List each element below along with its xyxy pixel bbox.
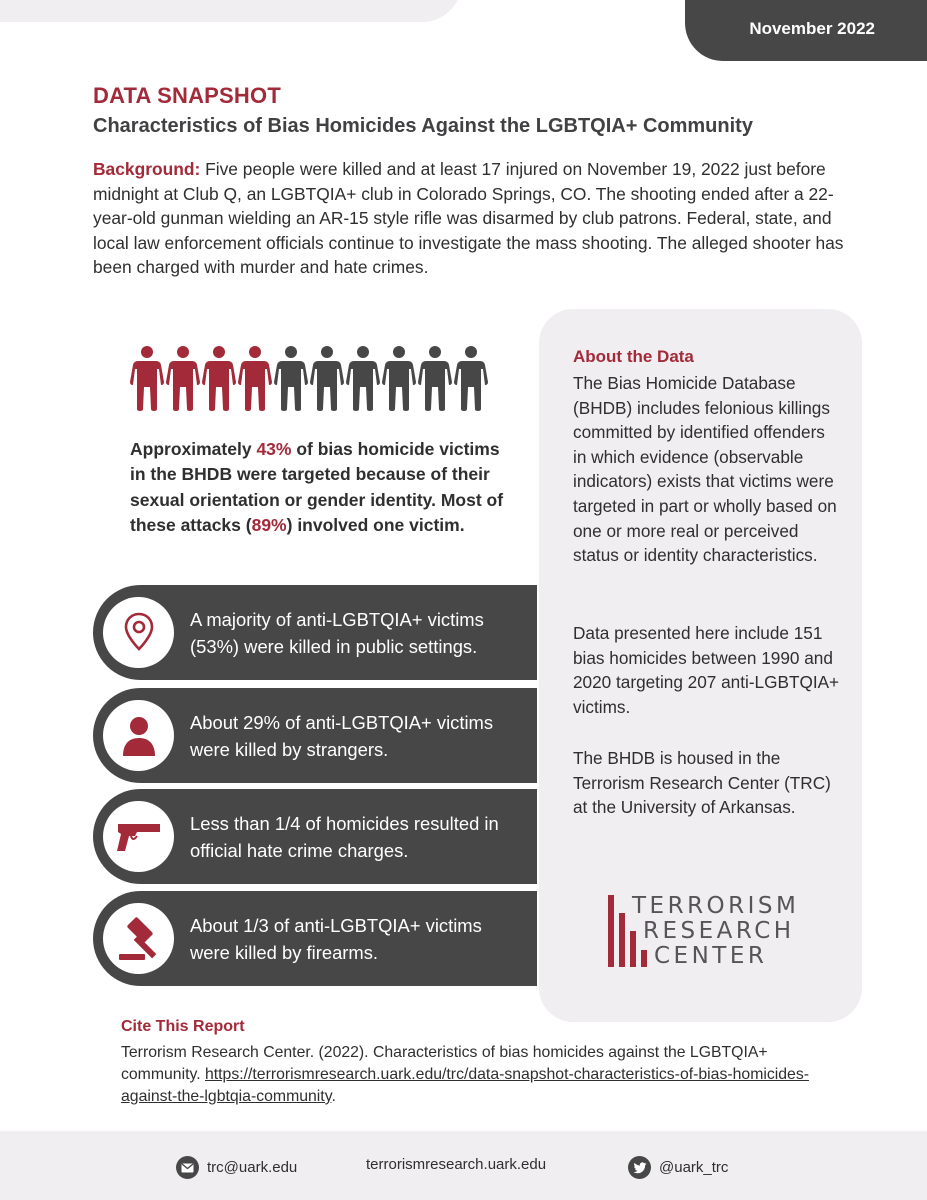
- cite-heading: Cite This Report: [121, 1018, 245, 1035]
- handgun-icon: [115, 821, 163, 853]
- person-figure: [417, 345, 453, 411]
- person-figure-highlighted: [237, 345, 273, 411]
- doc-kicker: DATA SNAPSHOT: [93, 83, 281, 108]
- about-heading: About the Data: [573, 347, 694, 366]
- fact-icon-circle: [103, 903, 174, 974]
- fact-icon-circle: [103, 597, 174, 668]
- footer-email[interactable]: [176, 1156, 297, 1179]
- fact-icon-circle: [103, 801, 174, 872]
- report-date: November 2022: [749, 19, 875, 38]
- citation-end: .: [331, 1088, 336, 1105]
- person-figure: [273, 345, 309, 411]
- fact-public-settings: [93, 585, 537, 680]
- person-figure-highlighted: [201, 345, 237, 411]
- gavel-icon: [116, 916, 162, 962]
- about-paragraph-1: The Bias Homicide Database (BHDB) includes felonious killings committed by identified offenders in which evidence (observable indicators) exists that victims were targeted in part or wholly based on one or more real or perceived status or identity characteristics.: [573, 373, 837, 566]
- about-paragraph-3: The BHDB is housed in the Terrorism Research Center (TRC) at the University of Arkansas.: [573, 748, 831, 818]
- footer-twitter[interactable]: [628, 1156, 728, 1179]
- citation-link[interactable]: https://terrorismresearch.uark.edu/trc/data-snapshot-characteristics-of-bias-homicides-against-the-lgbtqia-community: [121, 1066, 809, 1105]
- person-icon: [120, 715, 158, 757]
- fact-hate-crime-charges: [93, 789, 537, 884]
- main-stat-part2: of bias homicide victims in the BHDB were targeted because of their sexual orientation or gender identity. Most of these attacks (: [130, 439, 504, 535]
- background-text: Five people were killed and at least 17 injured on November 19, 2022 just before midnight at Club Q, an LGBTQIA+ club in Colorado Springs, CO. The shooting ended after a 22-year-old gunman wielding an AR-15 style rifle was disarmed by club patrons. Federal, state, and local law enforcement officials continue to investigate the mass shooting. The alleged shooter has been charged with murder and hate crimes.: [93, 159, 844, 277]
- person-figure: [381, 345, 417, 411]
- main-stat-part3: ) involved one victim.: [286, 514, 465, 535]
- logo-line-center: CENTER: [654, 943, 768, 969]
- about-paragraph-2: Data presented here include 151 bias homicides between 1990 and 2020 targeting 207 anti-LGBTQIA+ victims.: [573, 623, 840, 717]
- logo-line-research: RESEARCH: [643, 918, 795, 944]
- footer-twitter-text: @uark_trc: [659, 1159, 729, 1176]
- twitter-icon: [628, 1156, 651, 1179]
- fact-text: About 29% of anti-LGBTQIA+ victims were killed by strangers.: [190, 711, 494, 760]
- citation: [121, 1042, 811, 1108]
- background-paragraph: [93, 157, 863, 280]
- main-stat-pct-43: 43%: [256, 439, 292, 459]
- person-figure-highlighted: [129, 345, 165, 411]
- fact-strangers: [93, 688, 537, 783]
- main-stat: [130, 437, 510, 538]
- page-title: Characteristics of Bias Homicides Against the LGBTQIA+ Community: [93, 115, 753, 137]
- citation-text: Terrorism Research Center. (2022). Characteristics of bias homicides against the LGBTQIA+ community.: [121, 1044, 768, 1083]
- page-header: [93, 83, 873, 138]
- fact-text: A majority of anti-LGBTQIA+ victims (53%) were killed in public settings.: [190, 608, 484, 657]
- victim-pictogram: [129, 345, 489, 411]
- fact-text: Less than 1/4 of homicides resulted in official hate crime charges.: [190, 812, 499, 861]
- person-figure: [453, 345, 489, 411]
- location-pin-icon: [122, 611, 156, 655]
- email-icon: [176, 1156, 199, 1179]
- fact-firearms: [93, 891, 537, 986]
- fact-text: About 1/3 of anti-LGBTQIA+ victims were killed by firearms.: [190, 914, 482, 963]
- main-stat-part1: Approximately: [130, 439, 257, 459]
- background-label: Background:: [93, 159, 201, 179]
- footer-email-text: trc@uark.edu: [207, 1159, 298, 1176]
- fact-icon-circle: [103, 700, 174, 771]
- logo-line-terrorism: TERRORISM: [632, 893, 800, 919]
- person-figure-highlighted: [165, 345, 201, 411]
- person-figure: [309, 345, 345, 411]
- person-figure: [345, 345, 381, 411]
- footer-website[interactable]: [366, 1156, 546, 1173]
- footer-website-text: terrorismresearch.uark.edu: [366, 1156, 547, 1173]
- top-decorative-shape: [0, 0, 462, 22]
- main-stat-pct-89: 89%: [251, 514, 287, 535]
